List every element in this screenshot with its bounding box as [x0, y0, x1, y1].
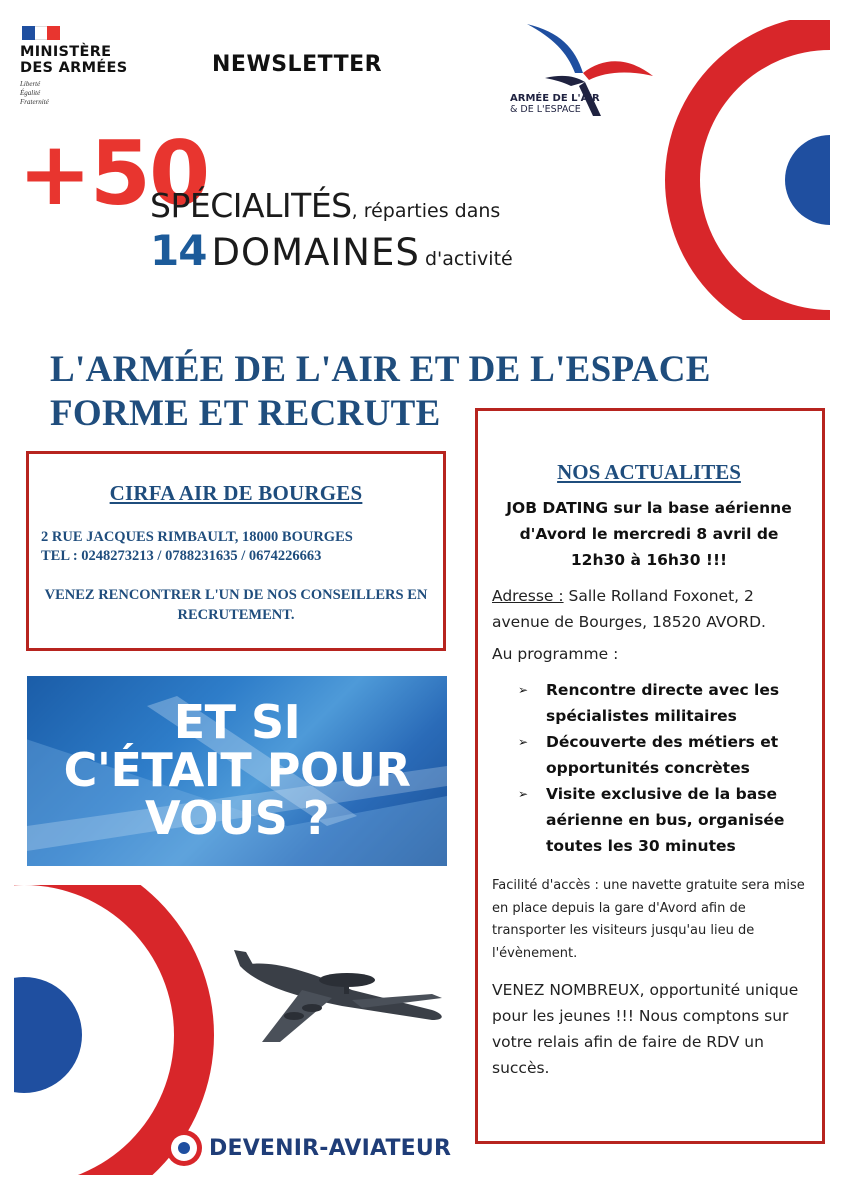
specialites-line	[150, 186, 500, 225]
event-address	[492, 583, 806, 635]
devenir-aviateur-link[interactable]	[165, 1128, 451, 1168]
job-dating-text: JOB DATING sur la base aérienne d'Avord le mercredi 8 avril de 12h30 à 16h30 !!!	[506, 499, 792, 569]
ministry-name	[20, 44, 128, 76]
motto-line-1: Liberté	[20, 80, 41, 88]
cirfa-title: CIRFA AIR DE BOURGES	[109, 481, 363, 505]
cirfa-phone: TEL : 0248273213 / 0788231635 / 0674226663	[41, 548, 322, 564]
list-item	[492, 677, 806, 729]
cirfa-box	[26, 451, 446, 651]
motto-line-2: Égalité	[20, 89, 41, 97]
domaines-word: DOMAINES	[211, 231, 420, 274]
page-headline: L'ARMÉE DE L'AIR ET DE L'ESPACE FORME ET RECRUTE	[50, 349, 711, 434]
roundel-icon	[165, 1129, 203, 1167]
access-info: Facilité d'accès : une navette gratuite sera mise en place depuis la gare d'Avord afin de transporter les visiteurs jusqu'au lieu de l'évènement.	[492, 878, 805, 961]
ministry-line-1: MINISTÈRE	[20, 44, 112, 60]
logo-line-1: ARMÉE DE L'AIR	[510, 93, 600, 104]
call-to-action: VENEZ NOMBREUX, opportunité unique pour les jeunes !!! Nous comptons sur votre relais afin de faire de RDV un succès.	[492, 981, 799, 1077]
cirfa-contact	[29, 528, 443, 566]
activite-text: d'activité	[424, 248, 513, 270]
programme-list	[492, 677, 806, 859]
specialites-word: SPÉCIALITÉS	[150, 186, 352, 225]
logo-caption	[510, 93, 600, 115]
awacs-plane-icon	[232, 950, 452, 1045]
banner-line-3: VOUS ?	[144, 791, 330, 845]
address-label: Adresse :	[492, 587, 564, 605]
logo-line-2: & DE L'ESPACE	[510, 104, 581, 115]
banner-line-2: C'ÉTAIT POUR	[63, 743, 411, 797]
programme-item-text: Découverte des métiers et opportunités concrètes	[546, 733, 779, 777]
cirfa-invite: VENEZ RENCONTRER L'UN DE NOS CONSEILLERS EN RECRUTEMENT.	[44, 587, 428, 623]
cirfa-address: 2 RUE JACQUES RIMBAULT, 18000 BOURGES	[41, 529, 353, 545]
french-flag-icon	[22, 26, 60, 40]
arrow-bullet-icon: ➢	[518, 683, 529, 697]
list-item	[492, 781, 806, 859]
programme-item-text: Visite exclusive de la base aérienne en bus, organisée toutes les 30 minutes	[546, 785, 785, 855]
programme-item-text: Rencontre directe avec les spécialistes militaires	[546, 681, 780, 725]
actualites-box	[475, 408, 825, 1144]
promo-banner	[27, 676, 447, 866]
motto-line-3: Fraternité	[20, 98, 49, 106]
banner-line-1: ET SI	[173, 695, 301, 749]
domaines-line	[150, 226, 513, 275]
plus-fifty: +50	[18, 122, 209, 225]
arrow-bullet-icon: ➢	[518, 735, 529, 749]
reparties-text: , réparties dans	[351, 200, 501, 222]
programme-label: Au programme :	[492, 645, 619, 663]
devenir-aviateur-text: DEVENIR-AVIATEUR	[209, 1135, 452, 1161]
ministry-line-2: DES ARMÉES	[20, 60, 128, 76]
arrow-bullet-icon: ➢	[518, 787, 529, 801]
republic-motto	[20, 80, 49, 107]
domaines-count: 14	[150, 226, 207, 275]
list-item	[492, 729, 806, 781]
newsletter-title: NEWSLETTER	[212, 52, 383, 77]
banner-slogan	[27, 695, 447, 845]
address-text: Salle Rolland Foxonet, 2 avenue de Bourges, 18520 AVORD.	[492, 587, 766, 631]
actualites-title: NOS ACTUALITES	[557, 460, 741, 484]
